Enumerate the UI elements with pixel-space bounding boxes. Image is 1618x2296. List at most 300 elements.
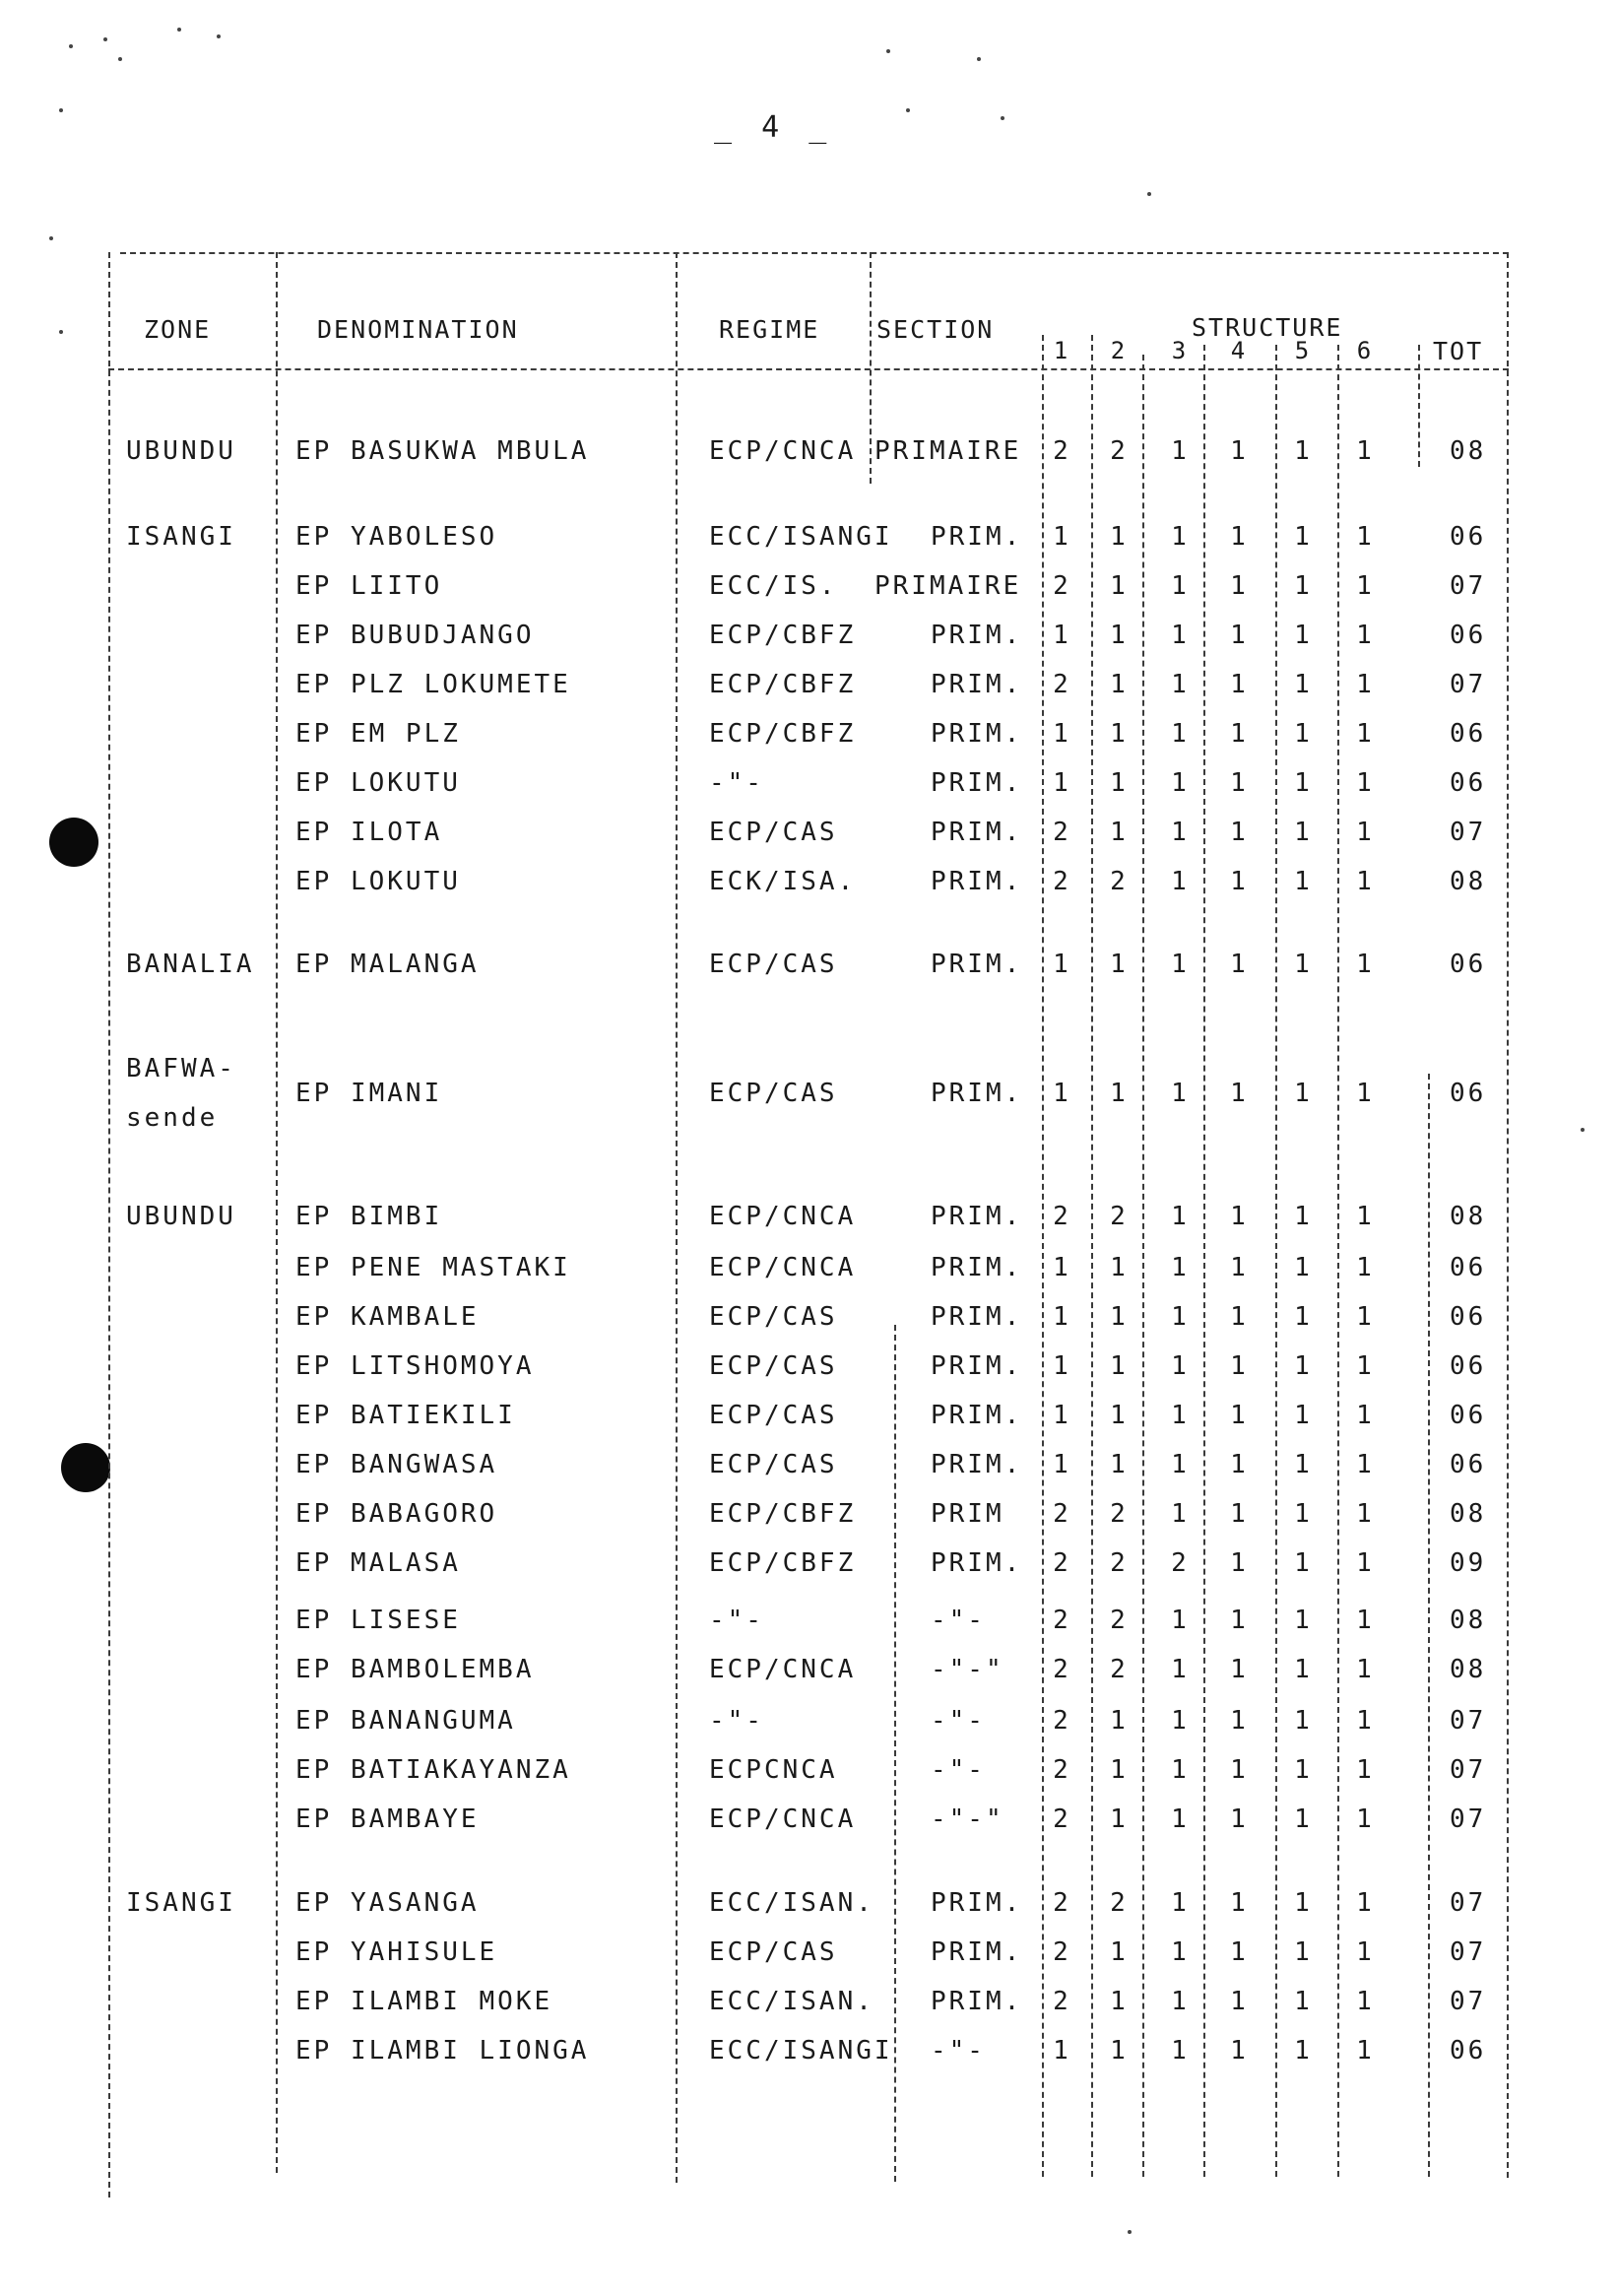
row-denomination: EP LISESE xyxy=(295,1606,461,1635)
row-structure-value: 2 xyxy=(1053,1606,1068,1635)
row-structure-value: 1 xyxy=(1230,621,1246,650)
row-structure-value: 1 xyxy=(1294,1804,1310,1834)
speck xyxy=(977,57,981,61)
row-denomination: EP MALANGA xyxy=(295,950,480,979)
row-structure-value: 1 xyxy=(1356,1499,1372,1529)
row-regime: ECP/CNCA xyxy=(709,436,857,466)
row-structure-value: 1 xyxy=(1053,1302,1068,1332)
row-total: 06 xyxy=(1450,1079,1487,1108)
row-structure-value: 1 xyxy=(1294,768,1310,798)
row-total: 06 xyxy=(1450,950,1487,979)
row-structure-value: 2 xyxy=(1110,1548,1126,1578)
row-structure-value: 1 xyxy=(1171,1253,1187,1282)
row-structure-value: 1 xyxy=(1356,2036,1372,2066)
row-structure-value: 2 xyxy=(1053,436,1068,466)
row-section: -"- xyxy=(931,2036,986,2066)
row-structure-value: 1 xyxy=(1230,1253,1246,1282)
row-denomination: EP LITSHOMOYA xyxy=(295,1351,535,1381)
header-section: SECTION xyxy=(876,315,995,344)
row-section: PRIM. xyxy=(931,1888,1023,1918)
row-structure-value: 1 xyxy=(1294,1655,1310,1684)
speck xyxy=(1128,2230,1132,2234)
row-structure-value: 2 xyxy=(1110,867,1126,896)
page-number: _ 4 _ xyxy=(714,110,833,145)
table-header-rule xyxy=(108,368,1509,370)
row-section: PRIM. xyxy=(931,1302,1023,1332)
row-structure-value: 2 xyxy=(1053,1937,1068,1967)
header-denomination: DENOMINATION xyxy=(317,315,519,344)
row-denomination: EP BAMBOLEMBA xyxy=(295,1655,535,1684)
row-denomination: EP PLZ LOKUMETE xyxy=(295,670,571,699)
row-structure-value: 1 xyxy=(1294,867,1310,896)
row-structure-value: 1 xyxy=(1230,1401,1246,1430)
row-structure-value: 1 xyxy=(1171,621,1187,650)
row-structure-value: 1 xyxy=(1171,1302,1187,1332)
row-structure-value: 1 xyxy=(1230,1450,1246,1479)
col-line xyxy=(870,252,872,484)
row-denomination: EP LOKUTU xyxy=(295,867,461,896)
row-total: 07 xyxy=(1450,1937,1487,1967)
speck xyxy=(118,57,122,61)
row-regime: ECP/CAS xyxy=(709,1351,838,1381)
row-structure-value: 1 xyxy=(1230,867,1246,896)
header-structure-col: 2 xyxy=(1110,337,1126,364)
table-top-rule xyxy=(120,252,1509,254)
row-structure-value: 1 xyxy=(1294,1401,1310,1430)
row-total: 08 xyxy=(1450,1655,1487,1684)
row-structure-value: 2 xyxy=(1053,1548,1068,1578)
row-regime: ECC/ISAN. xyxy=(709,1987,874,2016)
row-structure-value: 1 xyxy=(1230,1888,1246,1918)
row-structure-value: 2 xyxy=(1053,818,1068,847)
row-regime: ECP/CNCA xyxy=(709,1253,857,1282)
row-structure-value: 1 xyxy=(1356,1548,1372,1578)
row-structure-value: 1 xyxy=(1110,1253,1126,1282)
row-denomination: EP LOKUTU xyxy=(295,768,461,798)
row-regime: ECP/CNCA xyxy=(709,1804,857,1834)
row-structure-value: 1 xyxy=(1294,1499,1310,1529)
row-denomination: EP BASUKWA MBULA xyxy=(295,436,590,466)
row-structure-value: 1 xyxy=(1294,1450,1310,1479)
row-structure-value: 2 xyxy=(1053,867,1068,896)
row-structure-value: 1 xyxy=(1294,1351,1310,1381)
row-structure-value: 1 xyxy=(1356,1351,1372,1381)
row-structure-value: 1 xyxy=(1110,768,1126,798)
row-structure-value: 1 xyxy=(1053,1079,1068,1108)
row-section: PRIM. xyxy=(931,950,1023,979)
row-structure-value: 1 xyxy=(1356,436,1372,466)
row-total: 08 xyxy=(1450,867,1487,896)
row-structure-value: 2 xyxy=(1053,1202,1068,1231)
col-line xyxy=(894,1325,896,2182)
row-regime: ECC/ISANGI xyxy=(709,2036,893,2066)
row-regime: -"- xyxy=(709,1706,764,1736)
row-structure-value: 2 xyxy=(1053,1804,1068,1834)
row-structure-value: 1 xyxy=(1053,1450,1068,1479)
row-structure-value: 1 xyxy=(1230,1499,1246,1529)
row-structure-value: 1 xyxy=(1171,1499,1187,1529)
row-section: -"-" xyxy=(931,1804,1004,1834)
row-structure-value: 1 xyxy=(1110,1706,1126,1736)
row-denomination: EP ILOTA xyxy=(295,818,443,847)
row-structure-value: 1 xyxy=(1294,2036,1310,2066)
row-total: 07 xyxy=(1450,571,1487,601)
speck xyxy=(217,34,221,38)
row-structure-value: 1 xyxy=(1230,1202,1246,1231)
header-structure-col: 4 xyxy=(1230,337,1246,364)
row-total: 07 xyxy=(1450,1755,1487,1785)
row-section: -"- xyxy=(931,1606,986,1635)
row-section: PRIM. xyxy=(931,621,1023,650)
row-structure-value: 2 xyxy=(1110,1499,1126,1529)
row-structure-value: 1 xyxy=(1110,1401,1126,1430)
row-structure-value: 1 xyxy=(1356,1450,1372,1479)
row-structure-value: 2 xyxy=(1053,571,1068,601)
row-denomination: EP YABOLESO xyxy=(295,522,498,552)
row-regime: ECPCNCA xyxy=(709,1755,838,1785)
row-structure-value: 1 xyxy=(1294,1202,1310,1231)
row-structure-value: 1 xyxy=(1171,1450,1187,1479)
speck xyxy=(49,236,53,240)
row-structure-value: 1 xyxy=(1171,1351,1187,1381)
row-structure-value: 1 xyxy=(1356,1755,1372,1785)
row-section: PRIM. xyxy=(931,670,1023,699)
row-zone: sende xyxy=(126,1103,219,1133)
row-total: 09 xyxy=(1450,1548,1487,1578)
row-structure-value: 1 xyxy=(1110,2036,1126,2066)
speck xyxy=(59,108,63,112)
row-total: 07 xyxy=(1450,1888,1487,1918)
row-structure-value: 1 xyxy=(1356,1987,1372,2016)
row-section: PRIM. xyxy=(931,1253,1023,1282)
row-section: PRIM. xyxy=(931,719,1023,749)
row-structure-value: 1 xyxy=(1356,621,1372,650)
row-denomination: EP BAMBAYE xyxy=(295,1804,480,1834)
row-total: 07 xyxy=(1450,670,1487,699)
row-total: 06 xyxy=(1450,1253,1487,1282)
row-structure-value: 2 xyxy=(1053,1888,1068,1918)
row-regime: ECP/CNCA xyxy=(709,1202,857,1231)
col-line xyxy=(1142,355,1144,2177)
row-structure-value: 2 xyxy=(1171,1548,1187,1578)
row-structure-value: 1 xyxy=(1356,818,1372,847)
speck xyxy=(69,44,73,48)
row-structure-value: 1 xyxy=(1110,1755,1126,1785)
row-total: 06 xyxy=(1450,1351,1487,1381)
row-structure-value: 1 xyxy=(1171,867,1187,896)
row-structure-value: 1 xyxy=(1053,768,1068,798)
row-structure-value: 1 xyxy=(1110,1450,1126,1479)
row-structure-value: 1 xyxy=(1171,436,1187,466)
row-structure-value: 1 xyxy=(1171,571,1187,601)
header-structure-col: 3 xyxy=(1171,337,1187,364)
row-structure-value: 1 xyxy=(1110,621,1126,650)
header-tot: TOT xyxy=(1433,337,1484,365)
row-section: -"-" xyxy=(931,1655,1004,1684)
row-structure-value: 1 xyxy=(1356,1606,1372,1635)
row-section: PRIM. xyxy=(931,867,1023,896)
header-regime: REGIME xyxy=(719,315,820,344)
row-structure-value: 1 xyxy=(1294,719,1310,749)
row-total: 07 xyxy=(1450,1804,1487,1834)
row-structure-value: 1 xyxy=(1110,1351,1126,1381)
col-line xyxy=(1428,1074,1430,2177)
row-regime: -"- xyxy=(709,768,764,798)
speck xyxy=(1581,1128,1585,1132)
col-line xyxy=(1091,335,1093,2177)
row-section: -"- xyxy=(931,1706,986,1736)
row-denomination: EP BANGWASA xyxy=(295,1450,498,1479)
row-regime: ECP/CAS xyxy=(709,950,838,979)
row-regime: ECP/CBFZ xyxy=(709,670,857,699)
row-structure-value: 1 xyxy=(1110,950,1126,979)
row-section: PRIM. xyxy=(931,1987,1023,2016)
row-structure-value: 2 xyxy=(1053,1655,1068,1684)
hole-punch-top xyxy=(49,818,98,867)
row-structure-value: 1 xyxy=(1053,1351,1068,1381)
row-section: PRIM. xyxy=(931,1401,1023,1430)
row-structure-value: 1 xyxy=(1356,1302,1372,1332)
row-structure-value: 1 xyxy=(1053,2036,1068,2066)
row-total: 06 xyxy=(1450,768,1487,798)
row-structure-value: 1 xyxy=(1171,1987,1187,2016)
row-denomination: EP KAMBALE xyxy=(295,1302,480,1332)
row-structure-value: 1 xyxy=(1294,1987,1310,2016)
row-denomination: EP YAHISULE xyxy=(295,1937,498,1967)
col-line xyxy=(1418,345,1420,467)
row-total: 06 xyxy=(1450,522,1487,552)
row-structure-value: 2 xyxy=(1053,1499,1068,1529)
row-structure-value: 1 xyxy=(1230,1351,1246,1381)
row-denomination: EP ILAMBI LIONGA xyxy=(295,2036,590,2066)
row-total: 07 xyxy=(1450,1987,1487,2016)
speck xyxy=(59,330,63,334)
row-regime: ECP/CAS xyxy=(709,1450,838,1479)
row-structure-value: 1 xyxy=(1110,670,1126,699)
row-structure-value: 1 xyxy=(1171,1401,1187,1430)
row-structure-value: 1 xyxy=(1171,670,1187,699)
row-denomination: EP BABAGORO xyxy=(295,1499,498,1529)
row-structure-value: 1 xyxy=(1230,1937,1246,1967)
speck xyxy=(177,28,181,32)
row-structure-value: 2 xyxy=(1110,1888,1126,1918)
col-line xyxy=(676,252,678,2183)
row-zone: BANALIA xyxy=(126,950,255,979)
hole-punch-bottom xyxy=(61,1443,110,1492)
row-denomination: EP BUBUDJANGO xyxy=(295,621,535,650)
header-zone: ZONE xyxy=(144,315,212,344)
row-denomination: EP IMANI xyxy=(295,1079,443,1108)
row-structure-value: 1 xyxy=(1171,719,1187,749)
row-regime: ECC/IS. xyxy=(709,571,838,601)
row-section: PRIM. xyxy=(931,818,1023,847)
speck xyxy=(1001,116,1004,120)
row-structure-value: 1 xyxy=(1230,1655,1246,1684)
row-structure-value: 1 xyxy=(1110,1937,1126,1967)
col-line xyxy=(108,252,110,2198)
row-regime: ECP/CAS xyxy=(709,1937,838,1967)
row-structure-value: 1 xyxy=(1230,818,1246,847)
row-regime: ECP/CBFZ xyxy=(709,719,857,749)
row-zone: BAFWA- xyxy=(126,1054,236,1083)
row-structure-value: 2 xyxy=(1053,670,1068,699)
col-line xyxy=(1337,345,1339,2177)
row-structure-value: 1 xyxy=(1294,1302,1310,1332)
row-structure-value: 1 xyxy=(1356,1253,1372,1282)
row-regime: ECP/CBFZ xyxy=(709,621,857,650)
row-zone: UBUNDU xyxy=(126,436,236,466)
row-structure-value: 1 xyxy=(1356,950,1372,979)
row-structure-value: 1 xyxy=(1230,768,1246,798)
row-structure-value: 2 xyxy=(1053,1987,1068,2016)
row-denomination: EP BATIEKILI xyxy=(295,1401,516,1430)
row-structure-value: 1 xyxy=(1110,522,1126,552)
row-structure-value: 1 xyxy=(1171,1655,1187,1684)
row-structure-value: 1 xyxy=(1230,522,1246,552)
row-structure-value: 1 xyxy=(1294,1755,1310,1785)
row-structure-value: 1 xyxy=(1356,670,1372,699)
header-structure: STRUCTURE xyxy=(1192,313,1343,342)
row-regime: -"- xyxy=(709,1606,764,1635)
row-structure-value: 1 xyxy=(1356,867,1372,896)
row-structure-value: 1 xyxy=(1171,1888,1187,1918)
row-structure-value: 1 xyxy=(1294,818,1310,847)
row-structure-value: 1 xyxy=(1110,1302,1126,1332)
row-total: 08 xyxy=(1450,1499,1487,1529)
row-structure-value: 1 xyxy=(1230,1079,1246,1108)
row-structure-value: 1 xyxy=(1053,1253,1068,1282)
row-structure-value: 1 xyxy=(1171,1804,1187,1834)
row-section: PRIM. xyxy=(931,768,1023,798)
row-regime: ECP/CAS xyxy=(709,1079,838,1108)
row-denomination: EP LIITO xyxy=(295,571,443,601)
row-denomination: EP MALASA xyxy=(295,1548,461,1578)
row-structure-value: 1 xyxy=(1230,670,1246,699)
row-section: PRIMAIRE xyxy=(874,571,1022,601)
row-structure-value: 1 xyxy=(1356,768,1372,798)
row-denomination: EP ILAMBI MOKE xyxy=(295,1987,553,2016)
row-structure-value: 1 xyxy=(1294,1937,1310,1967)
header-structure-col: 1 xyxy=(1053,337,1068,364)
row-denomination: EP BANANGUMA xyxy=(295,1706,516,1736)
row-regime: ECP/CAS xyxy=(709,1302,838,1332)
col-line xyxy=(1203,345,1205,2177)
row-regime: ECP/CAS xyxy=(709,818,838,847)
row-structure-value: 2 xyxy=(1053,1755,1068,1785)
row-section: PRIM. xyxy=(931,1351,1023,1381)
col-line xyxy=(1507,252,1509,2178)
row-structure-value: 2 xyxy=(1110,1202,1126,1231)
row-structure-value: 1 xyxy=(1053,950,1068,979)
row-structure-value: 1 xyxy=(1356,1079,1372,1108)
row-structure-value: 1 xyxy=(1294,621,1310,650)
row-structure-value: 1 xyxy=(1356,1655,1372,1684)
row-total: 06 xyxy=(1450,2036,1487,2066)
row-section: PRIM xyxy=(931,1499,1004,1529)
row-structure-value: 1 xyxy=(1294,522,1310,552)
row-structure-value: 1 xyxy=(1230,719,1246,749)
col-line xyxy=(1275,345,1277,2177)
speck xyxy=(1147,192,1151,196)
row-structure-value: 1 xyxy=(1230,1548,1246,1578)
row-structure-value: 1 xyxy=(1356,1804,1372,1834)
header-structure-col: 6 xyxy=(1356,337,1372,364)
row-structure-value: 1 xyxy=(1171,1706,1187,1736)
row-structure-value: 1 xyxy=(1110,818,1126,847)
row-total: 06 xyxy=(1450,621,1487,650)
row-structure-value: 1 xyxy=(1356,1706,1372,1736)
row-structure-value: 1 xyxy=(1171,950,1187,979)
row-total: 08 xyxy=(1450,1606,1487,1635)
row-structure-value: 1 xyxy=(1110,1079,1126,1108)
row-structure-value: 1 xyxy=(1171,1937,1187,1967)
row-regime: ECP/CBFZ xyxy=(709,1548,857,1578)
speck xyxy=(103,37,107,41)
row-total: 06 xyxy=(1450,1302,1487,1332)
row-structure-value: 1 xyxy=(1230,1706,1246,1736)
row-structure-value: 1 xyxy=(1110,719,1126,749)
row-structure-value: 1 xyxy=(1230,1804,1246,1834)
row-structure-value: 1 xyxy=(1171,2036,1187,2066)
row-structure-value: 1 xyxy=(1110,571,1126,601)
row-section: PRIM. xyxy=(931,1937,1023,1967)
row-structure-value: 1 xyxy=(1294,670,1310,699)
row-regime: ECC/ISANGI xyxy=(709,522,893,552)
row-structure-value: 1 xyxy=(1171,1755,1187,1785)
row-structure-value: 1 xyxy=(1110,1804,1126,1834)
row-structure-value: 1 xyxy=(1294,1548,1310,1578)
row-section: PRIM. xyxy=(931,1450,1023,1479)
row-structure-value: 2 xyxy=(1110,436,1126,466)
row-structure-value: 1 xyxy=(1053,1401,1068,1430)
row-total: 07 xyxy=(1450,1706,1487,1736)
row-section: PRIM. xyxy=(931,1202,1023,1231)
header-structure-col: 5 xyxy=(1294,337,1310,364)
row-structure-value: 1 xyxy=(1294,1888,1310,1918)
row-structure-value: 1 xyxy=(1053,621,1068,650)
row-structure-value: 1 xyxy=(1230,1606,1246,1635)
row-structure-value: 1 xyxy=(1356,1401,1372,1430)
row-structure-value: 1 xyxy=(1356,1937,1372,1967)
row-structure-value: 1 xyxy=(1294,1606,1310,1635)
row-total: 06 xyxy=(1450,1401,1487,1430)
row-structure-value: 1 xyxy=(1171,818,1187,847)
row-total: 06 xyxy=(1450,1450,1487,1479)
row-structure-value: 1 xyxy=(1356,571,1372,601)
row-denomination: EP EM PLZ xyxy=(295,719,461,749)
row-denomination: EP PENE MASTAKI xyxy=(295,1253,571,1282)
row-section: PRIM. xyxy=(931,1079,1023,1108)
row-regime: ECK/ISA. xyxy=(709,867,857,896)
row-structure-value: 1 xyxy=(1230,571,1246,601)
speck xyxy=(906,108,910,112)
row-denomination: EP BIMBI xyxy=(295,1202,443,1231)
speck xyxy=(886,49,890,53)
row-section: -"- xyxy=(931,1755,986,1785)
row-regime: ECP/CBFZ xyxy=(709,1499,857,1529)
row-structure-value: 1 xyxy=(1230,1987,1246,2016)
row-structure-value: 1 xyxy=(1171,522,1187,552)
row-structure-value: 1 xyxy=(1294,1706,1310,1736)
row-section: PRIM. xyxy=(931,522,1023,552)
row-zone: UBUNDU xyxy=(126,1202,236,1231)
row-structure-value: 1 xyxy=(1230,2036,1246,2066)
row-denomination: EP YASANGA xyxy=(295,1888,480,1918)
row-structure-value: 1 xyxy=(1230,1302,1246,1332)
row-structure-value: 1 xyxy=(1171,768,1187,798)
row-total: 08 xyxy=(1450,1202,1487,1231)
row-structure-value: 1 xyxy=(1356,1202,1372,1231)
